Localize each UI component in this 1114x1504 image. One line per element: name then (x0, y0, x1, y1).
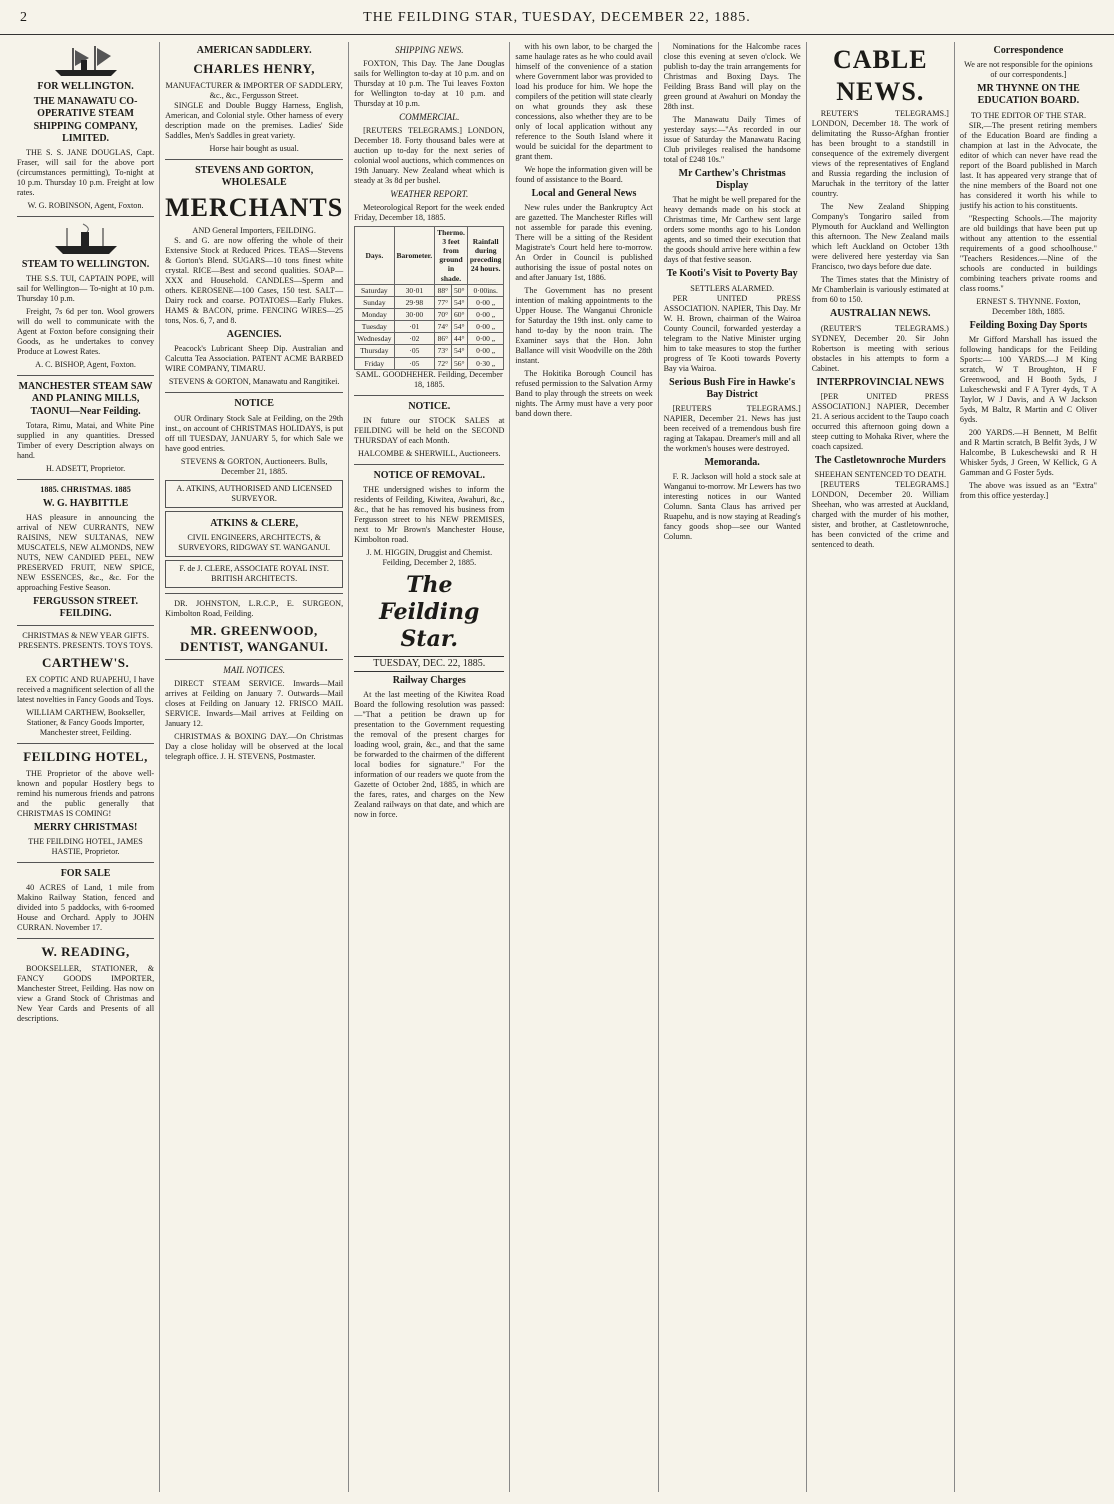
weather-cell: 50° (451, 284, 467, 296)
cable-news-heading: CABLE NEWS. (832, 45, 928, 106)
weather-cell: 0·00 „ (467, 296, 504, 308)
mail-text: DIRECT STEAM SERVICE. Inwards—Mail arrives at Feilding on January 7. Outwards—Mail closes at Feilding on January 12. FRISCO MAIL SERVICE. Inwards—Mail arrives at Feilding on January 12. (165, 679, 344, 729)
weather-cell: Thursday (355, 345, 394, 357)
boxing-day-text-2: 200 YARDS.—H Bennett, M Belfit and R Martin scratch, B Belfit 3yds, J W Halcombe, B Lukeschewski and R H Whisker 5yds, J Green, W Kellick, G A Gamman and G Foster 5yds. (959, 427, 1097, 477)
hotel-merry: MERRY CHRISTMAS! (33, 821, 138, 833)
divider (17, 216, 154, 217)
agencies-heading: AGENCIES. (226, 329, 282, 341)
divider (165, 159, 343, 160)
weather-cell: 73° (435, 345, 451, 357)
weather-cell: 0·00ins. (467, 284, 504, 296)
weather-row (355, 284, 504, 296)
weather-cell: 0·00 „ (467, 321, 504, 333)
stock-text: S. and G. are now offering the whole of their Extensive Stock at Reduced Prices. TEAS—Stevens & Gorton's Blend. SUGARS—10 tons finest white crystal. RICE—Best and second qualities. SOAP—XXX and Household. CANDLES—Sperm and others. KEROSENE—100 Cases, 150 test. SALT—Dairy rock and coarse. POTATOES—Early Flukes. HAMS & BACON, prime. FENCING WIRES—25 tons, Nos. 6, 7, and 8. (165, 236, 344, 326)
divider (17, 938, 154, 939)
column-5 (658, 42, 806, 1492)
agent2: A. C. BISHOP, Agent, Foxton. (35, 360, 136, 370)
boxing-day-end: The above was issued as an "Extra" from this office yesterday.] (959, 480, 1097, 500)
weather-cell: Monday (355, 309, 394, 321)
australian-heading: AUSTRALIAN NEWS. (829, 308, 931, 320)
ship-heading: FOR WELLINGTON. (37, 81, 134, 92)
correspondence-heading: Correspondence (993, 45, 1064, 56)
saw-mill-heading: MANCHESTER STEAM SAW AND PLANING MILLS, TAONUI—Near Feilding. (18, 381, 153, 417)
saw-mill-proprietor: H. ADSETT, Proprietor. (45, 463, 126, 473)
henry-end: Horse hair bought as usual. (209, 144, 299, 154)
commercial-heading: COMMERCIAL. (399, 111, 460, 122)
henry-sub: MANUFACTURER & IMPORTER OF SADDLERY, &c., &c., Fergusson Street. (165, 81, 343, 101)
hotel-signature: THE FEILDING HOTEL, JAMES HASTIE, Proprietor. (28, 837, 143, 857)
steam-heading: STEAM TO WELLINGTON. (21, 258, 150, 270)
ship-icon (51, 44, 121, 78)
column-1 (12, 42, 159, 1492)
weather-cell: 30·01 (394, 284, 435, 296)
sheehan-text: [REUTERS TELEGRAMS.] LONDON, December 20. William Sheehan, who was arrested at Auckland, charged with the murder of his mother, sister, and brother, at Castletownroche, has been convicted of the crime and sentenced to death. (811, 480, 949, 549)
clere-box: F. de J. CLERE, ASSOCIATE ROYAL INST. BRITISH ARCHITECTS. (165, 560, 343, 588)
castletownroche-heading: The Castletownroche Murders (814, 454, 946, 466)
atkins-box: A. ATKINS, AUTHORISED AND LICENSED SURVEYOR. (165, 480, 343, 508)
dateline: TUESDAY, DEC. 22, 1885. (354, 656, 504, 672)
divider (17, 743, 154, 744)
local-news-text-3: The Hokitika Borough Council has refused permission to the Salvation Army Band to play through the streets on week nights. The Army must have a very poor band down there. (515, 369, 653, 419)
weather-cell: 72° (435, 357, 451, 369)
shipping-text: FOXTON, This Day. The Jane Douglas sails for Wellington to-day at 10 p.m. and on Thursday at 10 p.m. The Tui leaves Foxton for Wellington to-day at 10 p.m. and Thursday at 10 p.m. (354, 58, 505, 108)
editorial-text-1: with his own labor, to be charged the same haulage rates as he who could avail himself of the convenience of a station where Government labor was provided to load his produce for him. We hope the compilers of the petition will state clearly on what grounds they ask these concessions, also whether they are to be only of local application without any reference to the South Island where it would be suicidal for the department to grant them. (515, 42, 653, 161)
importers-line: AND General Importers, FEILDING. (192, 226, 316, 236)
weather-cell: 70° (435, 309, 451, 321)
weather-text: Meteorological Report for the week ended Friday, December 18, 1885. (354, 202, 505, 222)
carthew-display-text: That he might be well prepared for the heavy demands made on his stock at Christmas time, Mr Carthew sent large orders some months ago to his London agents, and so timed their execution that the goods should arrive here within a few days of that festive season. (663, 195, 801, 265)
johnston-text: DR. JOHNSTON, L.R.C.P., E. SURGEON, Kimbolton Road, Feilding. (165, 598, 344, 618)
weather-cell: Friday (355, 357, 394, 369)
boxing-day-heading: Feilding Boxing Day Sports (969, 319, 1088, 331)
column-3 (348, 42, 509, 1492)
reading-heading: W. READING, (41, 944, 130, 960)
mail-end: CHRISTMAS & BOXING DAY.—On Christmas Day a close holiday will be observed at the local telegraph office. J. H. STEVENS, Postmaster. (165, 732, 344, 762)
weather-cell: Tuesday (355, 321, 394, 333)
editorial-text-2: We hope the information given will be found of assistance to the Board. (515, 165, 653, 184)
notice-text: OUR Ordinary Stock Sale at Feilding, on the 29th inst., on account of CHRISTMAS HOLIDAYS, is put off till TUESDAY, JANUARY 5, for which Sale we have good entries. (165, 413, 344, 453)
atkins-clere-sub: CIVIL ENGINEERS, ARCHITECTS, & SURVEYORS, RIDGWAY ST. WANGANUI. (178, 532, 331, 552)
bush-fire-heading: Serious Bush Fire in Hawke's Bay District (669, 376, 796, 400)
sale-heading: FOR SALE (60, 868, 111, 880)
weather-cell: 0·30 „ (467, 357, 504, 369)
weather-table (354, 226, 504, 370)
weather-cell: 60° (451, 309, 467, 321)
weather-cell: 0·00 „ (467, 309, 504, 321)
kooti-text: PER UNITED PRESS ASSOCIATION. NAPIER, This Day. Mr W. H. Brown, chairman of the Wairoa County Council, forwarded yesterday a telegram to the Native Minister urging him to take measures to stop the further progress of Te Kooti towards Poverty Bay via Wairoa. (663, 293, 801, 373)
notice-heading: NOTICE (234, 398, 274, 410)
page-header (0, 0, 1114, 35)
boxing-day-text-1: Mr Gifford Marshall has issued the following handicaps for the Feilding Sports:— 100 YARDS.—J M King scratch, W T Broughton, H F Greenwood, and H Booth 5yds, J Lukeschewski and F A Tyrer 4yds, T A Taylor, W J Davis, and A W Jackson 5yds, M Baltz, R Martin and C Oliver 6yds. (959, 334, 1097, 424)
saw-mill-text: Totara, Rimu, Matai, and White Pine supplied in any quantities. Dressed Timber of every Description always on hand. (17, 420, 155, 460)
weather-row (355, 309, 504, 321)
atkins-clere-box (165, 511, 343, 557)
weather-cell: Sunday (355, 296, 394, 308)
weather-cell: 56° (451, 357, 467, 369)
weather-cell: 54° (451, 345, 467, 357)
weather-heading: WEATHER REPORT. (390, 188, 469, 199)
th-rainfall: Rainfall during preceding 24 hours. (467, 226, 504, 284)
weather-row (355, 357, 504, 369)
australian-text: (REUTER'S TELEGRAMS.) SYDNEY, December 20. Sir John Robertson is meeting with serious obstacles in his attempts to form a Cabinet. (811, 323, 949, 373)
railway-heading: Railway Charges (392, 674, 466, 686)
weather-cell: 30·00 (394, 309, 435, 321)
bush-fire-text: [REUTERS TELEGRAMS.] NAPIER, December 21. News has just been received of a tremendous bush fire raging at Takapau. Dreamer's mill and all the workmen's houses were destroyed. (663, 403, 801, 453)
interprovincial-heading: INTERPROVINCIAL NEWS (816, 376, 945, 388)
weather-cell: 54° (451, 321, 467, 333)
greenwood-heading: MR. GREENWOOD, DENTIST, WANGANUI. (179, 622, 329, 654)
sale-text: 40 ACRES of Land, 1 mile from Makino Railway Station, fenced and divided into 5 paddocks, with 6-roomed House and Orchard. Apply to JOHN CURRAN. November 17. (17, 883, 155, 933)
thynne-text-1: SIR,—The present retiring members of the Education Board are finding a champion at last in the Advocate, the editor of which can never have read the report of the Board published in March last. It has appeared very strange that of the nine members of the Board not one has considered it worth his while to justify his action to his constituents. (959, 120, 1097, 210)
newspaper-page (12, 42, 1102, 1492)
divider (17, 479, 154, 480)
column-4 (509, 42, 657, 1492)
page-number: 2 (20, 10, 28, 25)
news-text-1: Nominations for the Halcombe races close this evening at seven o'clock. We publish to-day the train arrangements for Christmas and Boxing Days. The Feilding Brass Band will play on the green ground at Awahuri on Monday the 28th inst. (663, 42, 801, 111)
ship1-text: THE S. S. JANE DOUGLAS, Capt. Fraser, will sail for the above port (circumstances permitting), To-night at 10 p.m. Thursday 10 p.m. Freight at low rates. (17, 147, 155, 197)
hotel-heading: FEILDING HOTEL, (23, 749, 148, 765)
carthew-heading: CARTHEW'S. (41, 655, 130, 671)
column-6 (806, 42, 954, 1492)
divider (165, 593, 343, 594)
weather-cell: 88° (435, 284, 451, 296)
divider (17, 375, 154, 376)
christmas-line: 1885. CHRISTMAS. 1885 (40, 484, 131, 494)
haybittle-name: W. G. HAYBITTLE (42, 497, 129, 509)
weather-cell: ·02 (394, 333, 435, 345)
removal-text: THE undersigned wishes to inform the residents of Feilding, Kiwitea, Awahuri, &c., &c., that he has removed his business from Fergusson street to his NEW PREMISES, next to Mr Brown's Manchester House, Kimbolton road. (354, 485, 505, 545)
hotel-text: THE Proprietor of the above well-known and popular Hostlery begs to remind his numerous friends and patrons and the public generally that CHRISTMAS IS COMING! (17, 768, 155, 818)
cable-text-1: REUTER'S TELEGRAMS.] LONDON, December 18. The work of delimitating the Russo-Afghan frontier has been brought to a standstill in consequence of the extremely divergent views of the representatives of England and Russia regarding the inclusion of Maruchak in the territory of the latter country. (811, 109, 949, 199)
gifts-heading: CHRISTMAS & NEW YEAR GIFTS. PRESENTS. PRESENTS. TOYS TOYS. (18, 631, 153, 651)
weather-row (355, 296, 504, 308)
haybittle-text: HAS pleasure in announcing the arrival of NEW CURRANTS, NEW RAISINS, NEW SULTANAS, NEW MUSCATELS, NEW ALMONDS, NEW NUTS, NEW CANDIED PEEL, NEW PRESERVED FRUIT, NEW SPICE, NEW ESSENCES, &c., &c. For the approaching Festive Season. (17, 512, 155, 592)
carthew-text: EX COPTIC AND RUAPEHU, I have received a magnificent selection of all the latest novelties in Fancy Goods and Toys. (17, 675, 155, 705)
removal-heading: NOTICE OF REMOVAL. (373, 469, 485, 481)
divider (354, 464, 504, 465)
weather-cell: 74° (435, 321, 451, 333)
saddlery-heading: AMERICAN SADDLERY. (196, 45, 312, 56)
divider (354, 395, 504, 396)
local-news-text-1: New rules under the Bankruptcy Act are gazetted. The Manchester Rifles will not assemble for parade this evening. There will be a sitting of the Resident Magistrate's Court held here to-morrow. An Order in Council is published authorising the issue of postal notes on and after January 1st, 1886. (515, 203, 653, 283)
th-barometer: Barometer. (394, 226, 435, 284)
sheehan-heading: SHEEHAN SENTENCED TO DEATH. (814, 470, 947, 479)
weather-signature: SAML. GOODHEHER. Feilding, December 18, 1885. (355, 369, 503, 389)
header-title: THE FEILDING STAR, TUESDAY, DECEMBER 22, 1885. (363, 10, 751, 25)
henry-text: SINGLE and Double Buggy Harness, English, American, and Colonial style. Other harness of every description made on the premises. Ladies' Side Saddles, Men's Saddles in great variety. (165, 101, 344, 141)
column-2 (159, 42, 348, 1492)
divider (17, 862, 154, 863)
stevens-gorton-sig-2: STEVENS & GORTON, Auctioneers. Bulls, December 21, 1885. (180, 456, 328, 476)
notice-text-2: IN future our STOCK SALES at FEILDING will be held on the SECOND THURSDAY of each Month. (354, 415, 505, 445)
weather-cell: ·05 (394, 357, 435, 369)
commercial-text: [REUTERS TELEGRAMS.] LONDON, December 18. Forty thousand bales were at auction up to-day for the next series of colonial wool auctions, which commences on 19th January. New Zealand wheat which is steady at 3s 8d per bushel. (354, 125, 505, 185)
weather-cell: 54° (451, 296, 467, 308)
thynne-text-2: "Respecting Schools.—The majority are old buildings that have been put up without any attention to the essential requirements of a good schoolhouse." "Teachers Residences.—Nine of the schools are conducted in buildings combining teachers private rooms and class rooms." (959, 213, 1097, 293)
correspondence-note: We are not responsible for the opinions of our correspondents.] (964, 60, 1093, 80)
weather-cell: 77° (435, 296, 451, 308)
weather-row (355, 321, 504, 333)
weather-cell: Saturday (355, 284, 394, 296)
thynne-signature: ERNEST S. THYNNE. Foxton, December 18th, 1885. (976, 296, 1081, 316)
steamship-icon (51, 222, 121, 256)
local-news-text-2: The Government has no present intention of making appointments to the Upper House. The Wanganui Chronicle for Saturday the 19th inst. only came to hand to-day by the noon train. The Examiner says that the Hon. John Ballance will visit Woodville on the 28th instant. (515, 286, 653, 366)
masthead: The Feilding Star. (379, 572, 480, 652)
column-7 (954, 42, 1102, 1492)
merchants-heading: MERCHANTS (165, 193, 344, 223)
ship2-text: THE S.S. TUI, CAPTAIN POPE, will sail for Wellington— To-night at 10 p.m. Thursday 10 p.m. (17, 274, 155, 304)
thynne-heading: MR THYNNE ON THE EDUCATION BOARD. (977, 83, 1080, 107)
agencies-text: Peacock's Lubricant Sheep Dip. Australian and Calcutta Tea Association. PATENT ACME BARBED WIRE COMPANY, TIMARU. (165, 344, 344, 374)
cable-text-3: The Times states that the Ministry of Mr Chamberlain is variously estimated at from 60 to 150. (811, 275, 949, 305)
henry-name: CHARLES HENRY, (193, 61, 315, 77)
th-thermo: Thermo. 3 feet from ground in shade. (435, 226, 468, 284)
weather-table-body (355, 284, 504, 369)
cable-text-2: The New Zealand Shipping Company's Tongariro sailed from Plymouth for Auckland and Wellington this afternoon. The New Zealand mails which left Auckland on October 13th were delivered here yesterday via San Francisco, two days before due date. (811, 202, 949, 272)
divider (165, 659, 343, 660)
divider (165, 392, 343, 393)
agent1: W. G. ROBINSON, Agent, Foxton. (27, 200, 144, 210)
weather-row (355, 345, 504, 357)
weather-cell: Wednesday (355, 333, 394, 345)
to-editor: TO THE EDITOR OF THE STAR. (970, 110, 1086, 120)
weather-cell: 0·00 „ (467, 333, 504, 345)
memoranda-heading: Memoranda. (704, 456, 760, 468)
carthew-display-heading: Mr Carthew's Christmas Display (678, 168, 786, 192)
notice-heading-2: NOTICE. (408, 400, 451, 412)
weather-cell: 0·00 „ (467, 345, 504, 357)
shipping-heading: SHIPPING NEWS. (395, 45, 464, 55)
local-news-heading: Local and General News (531, 188, 637, 199)
settlers-heading: SETTLERS ALARMED. (690, 283, 774, 293)
atkins-clere-name: ATKINS & CLERE, (210, 517, 299, 529)
reading-text: BOOKSELLER, STATIONER, & FANCY GOODS IMPORTER, Manchester Street, Feilding. Has now on view a Grand Stock of Christmas and New Year Cards and Presents of all descriptions. (17, 964, 155, 1024)
interprovincial-text: [PER UNITED PRESS ASSOCIATION.] NAPIER, December 21. A serious accident to the Taupo coach occurred this afternoon going down a steep cutting to Mohaka River, where the coach capsized. (811, 391, 949, 451)
weather-cell: 29·98 (394, 296, 435, 308)
ship2b-text: Freight, 7s 6d per ton. Wool growers will do well to communicate with the Agent at Foxton before consigning their Goods, as he undertakes to convey Produce at Lowest Rates. (17, 307, 155, 357)
th-days: Days. (355, 226, 394, 284)
higgin-sig: J. M. HIGGIN, Druggist and Chemist. Feilding, December 2, 1885. (366, 548, 493, 568)
halcombe-sig: HALCOMBE & SHERWILL, Auctioneers. (357, 448, 501, 458)
kooti-heading: Te Kooti's Visit to Poverty Bay (666, 268, 798, 280)
stevens-heading: STEVENS AND GORTON, WHOLESALE (195, 165, 314, 189)
stevens-gorton-sig: STEVENS & GORTON, Manawatu and Rangitikei. (168, 377, 340, 387)
shipping-company: THE MANAWATU CO-OPERATIVE STEAM SHIPPING COMPANY, LIMITED. (33, 96, 138, 144)
fergusson-street: FERGUSSON STREET. FEILDING. (33, 595, 138, 620)
railway-text: At the last meeting of the Kiwitea Road Board the following resolution was passed:—"That a petition be drawn up for presentation to the Government requesting the removal of the present charges for loading wool, grain, &c., and that the same be forwarded to the chairmen of the different local bodies for signature." For the information of our readers we quote from the Gazette of October 2nd, 1885, in which are the fares, rates, and charges on the New Zealand railways on that date, and which are now in force. (354, 689, 505, 819)
weather-cell: 86° (435, 333, 451, 345)
weather-row (355, 333, 504, 345)
weather-cell: ·01 (394, 321, 435, 333)
memoranda-text: F. R. Jackson will hold a stock sale at Wanganui to-morrow. Mr Lewers has two interesting notices in our Wanted Column. Santa Claus has arrived per Ruapehu, and is now staying at Reading's fancy goods shop—see our Wanted Column. (663, 472, 801, 542)
weather-cell: ·05 (394, 345, 435, 357)
mail-heading: MAIL NOTICES. (223, 665, 286, 676)
news-text-2: The Manawatu Daily Times of yesterday says:—"As recorded in our issue of Saturday the Manawatu Racing Club privileges realised the handsome total of £248 10s." (663, 115, 801, 164)
carthew-name: WILLIAM CARTHEW, Bookseller, Stationer, & Fancy Goods Importer, Manchester street, Feilding. (26, 708, 146, 738)
weather-cell: 44° (451, 333, 467, 345)
divider (17, 625, 154, 626)
